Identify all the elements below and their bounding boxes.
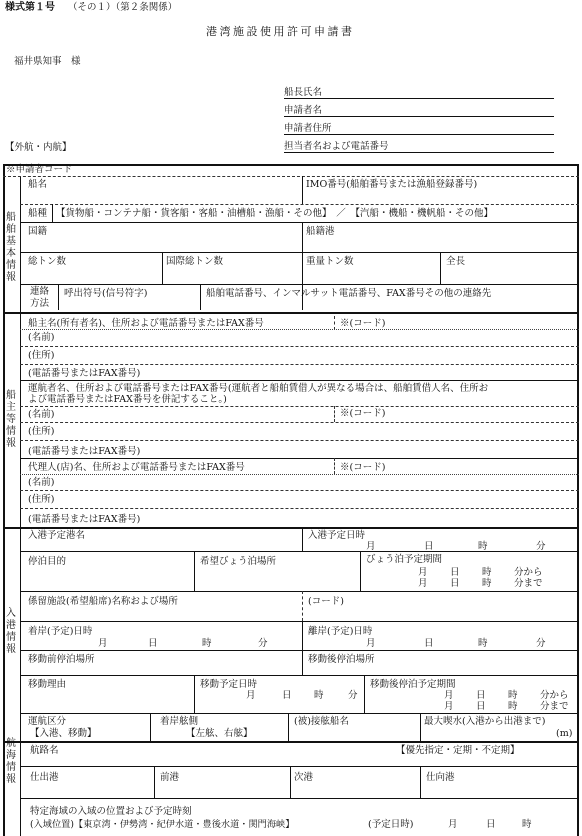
previous-port-field[interactable]: 前港 — [160, 772, 180, 783]
berth-minute: 分 — [258, 638, 268, 649]
mooring-facility-field[interactable]: 係留施設(希望船席)名称および場所 — [28, 596, 178, 607]
sea-month: 月 — [448, 819, 458, 830]
arrival-datetime-label: 入港予定日時 — [308, 530, 366, 541]
sea-area-heading: 特定海域の入域の位置および予定時刻 — [30, 806, 192, 817]
origin-port-field[interactable]: 仕出港 — [30, 772, 59, 783]
form-number: 様式第１号 — [5, 2, 55, 13]
sea-area-time-label: (予定日時) — [368, 819, 414, 830]
departure-time-label: 離岸(予定)日時 — [308, 626, 373, 637]
section-owner: 船主等情報 — [6, 390, 16, 449]
ship-type-label: 船種 — [28, 208, 48, 219]
contact-method-label-2: 方法 — [30, 298, 50, 309]
berth-day: 日 — [148, 638, 158, 649]
post-to-day: 日 — [476, 701, 486, 712]
depart-month: 月 — [366, 638, 376, 649]
post-from-month: 月 — [444, 690, 454, 701]
depart-day: 日 — [424, 638, 434, 649]
move-day: 日 — [282, 690, 292, 701]
arrival-hour: 時 — [478, 541, 488, 552]
berthing-time-label: 着岸(予定)日時 — [28, 626, 93, 637]
max-draft-label: 最大喫水(入港から出港まで) — [424, 716, 546, 727]
owner-name-field[interactable]: (名前) — [28, 332, 55, 343]
agent-name-field[interactable]: (名前) — [28, 477, 55, 488]
agent-address-field[interactable]: (住所) — [28, 494, 55, 505]
addressee: 福井県知事 様 — [14, 56, 81, 67]
berthing-side-options[interactable]: 【左舷、右舷】 — [186, 728, 253, 739]
sea-day: 日 — [486, 819, 496, 830]
move-hour: 時 — [314, 690, 324, 701]
applicant-address-label: 申請者住所 — [284, 123, 332, 134]
gross-tonnage-field[interactable]: 総トン数 — [28, 256, 67, 267]
sea-hour: 時 — [522, 819, 532, 830]
anchor-from-month: 月 — [418, 567, 428, 578]
call-sign-field[interactable]: 呼出符号(信号符字) — [64, 288, 148, 299]
next-berth-field[interactable]: 移動後停泊場所 — [308, 654, 375, 665]
operator-name-field[interactable]: (名前) — [28, 409, 55, 420]
ship-type-options[interactable]: 【貨物船・コンテナ船・貨客船・客船・油槽船・漁船・その他】 ／ 【汽船・機船・機帆船・その他】 — [56, 208, 494, 219]
applicant-code-label: ※申請者コード — [6, 164, 73, 175]
intl-gross-tonnage-field[interactable]: 国際総トン数 — [166, 256, 224, 267]
anchor-to-day: 日 — [450, 578, 460, 589]
section-entry: 入港情報 — [6, 608, 16, 655]
agent-heading: 代理人(店)名、住所および電話番号またはFAX番号 — [28, 462, 245, 473]
contact-person-label: 担当者名および電話番号 — [284, 141, 389, 152]
agent-phone-field[interactable]: (電話番号またはFAX番号) — [28, 514, 141, 525]
operator-phone-field[interactable]: (電話番号またはFAX番号) — [28, 446, 141, 457]
operator-heading-line2: よび電話番号またはFAX番号を併記すること。) — [28, 394, 227, 405]
post-to-month: 月 — [444, 701, 454, 712]
nationality-field[interactable]: 国籍 — [28, 226, 48, 237]
post-from-day: 日 — [476, 690, 486, 701]
ship-phones-field[interactable]: 船舶電話番号、インマルサット電話番号、FAX番号その他の連絡先 — [206, 288, 492, 299]
agent-code-field[interactable]: ※(コード) — [340, 462, 386, 473]
route-type-options[interactable]: 【優先指定・定期・不定期】 — [396, 745, 520, 756]
anchor-from-day: 日 — [450, 567, 460, 578]
length-field[interactable]: 全長 — [446, 256, 466, 267]
berth-month: 月 — [98, 638, 108, 649]
anchor-from-hour: 時 — [482, 567, 492, 578]
operation-class-label: 運航区分 — [28, 716, 67, 727]
operator-code-field[interactable]: ※(コード) — [340, 408, 386, 419]
berth-hour: 時 — [202, 638, 212, 649]
port-of-registry-field[interactable]: 船籍港 — [306, 226, 335, 237]
section-voyage: 航海情報 — [6, 738, 16, 785]
depart-hour: 時 — [478, 638, 488, 649]
anchor-from-suffix: 分から — [514, 567, 543, 578]
scheduled-port-field[interactable]: 入港予定港名 — [28, 530, 86, 541]
alongside-ship-field[interactable]: (被)接舷船名 — [294, 716, 349, 727]
draft-unit: (m) — [556, 728, 573, 739]
mooring-code-field[interactable]: (コード) — [308, 596, 344, 607]
imo-number-field[interactable]: IMO番号(船舶番号または漁船登録番号) — [306, 179, 478, 190]
route-name-field[interactable]: 航路名 — [30, 745, 59, 756]
captain-name-label: 船長氏名 — [284, 87, 323, 98]
form-subtitle: （その１）（第２条関係） — [68, 2, 178, 13]
berthing-purpose-field[interactable]: 停泊目的 — [28, 556, 67, 567]
post-to-hour: 時 — [508, 701, 518, 712]
anchor-to-suffix: 分まで — [514, 578, 543, 589]
move-reason-field[interactable]: 移動理由 — [28, 679, 67, 690]
post-to-suffix: 分まで — [540, 701, 569, 712]
move-time-label: 移動予定日時 — [200, 679, 258, 690]
owner-address-field[interactable]: (住所) — [28, 350, 55, 361]
arrival-minute: 分 — [536, 541, 546, 552]
previous-berth-field[interactable]: 移動前停泊場所 — [28, 654, 95, 665]
next-port-field[interactable]: 次港 — [294, 772, 314, 783]
owner-heading: 船主名(所有者名)、住所および電話番号またはFAX番号 — [28, 318, 264, 329]
post-from-suffix: 分から — [540, 690, 569, 701]
contact-method-label-1: 連絡 — [30, 286, 50, 297]
desired-anchorage-field[interactable]: 希望びょう泊場所 — [200, 556, 277, 567]
post-from-hour: 時 — [508, 690, 518, 701]
section-ship-basic: 船舶基本情報 — [6, 212, 16, 283]
deadweight-field[interactable]: 重量トン数 — [306, 256, 354, 267]
anchor-to-month: 月 — [418, 578, 428, 589]
anchor-period-label: びょう泊予定期間 — [366, 554, 443, 565]
berthing-side-label: 着岸舷側 — [160, 716, 199, 727]
move-minute: 分 — [348, 690, 358, 701]
anchor-to-hour: 時 — [482, 578, 492, 589]
move-month: 月 — [246, 690, 256, 701]
applicant-name-label: 申請者名 — [284, 105, 323, 116]
post-move-period-label: 移動後停泊予定期間 — [370, 679, 456, 690]
operator-heading-line1: 運航者名、住所および電話番号またはFAX番号(運航者と船舶賃借人が異なる場合は、船舶賃借人名、住所お — [28, 383, 489, 394]
sea-area-entry-position[interactable]: (入域位置)【東京湾・伊勢湾・紀伊水道・豊後水道・関門海峡】 — [30, 819, 295, 830]
destination-port-field[interactable]: 仕向港 — [426, 772, 455, 783]
operator-address-field[interactable]: (住所) — [28, 426, 55, 437]
voyage-category: 【外航・内航】 — [5, 142, 72, 153]
arrival-month: 月 — [366, 541, 376, 552]
depart-minute: 分 — [536, 638, 546, 649]
arrival-day: 日 — [424, 541, 434, 552]
ship-name-field[interactable]: 船名 — [28, 179, 48, 190]
operation-class-options[interactable]: 【入港、移動】 — [30, 728, 97, 739]
owner-code-field[interactable]: ※(コード) — [340, 318, 386, 329]
owner-phone-field[interactable]: (電話番号またはFAX番号) — [28, 368, 141, 379]
document-title: 港湾施設使用許可申請書 — [206, 25, 355, 38]
